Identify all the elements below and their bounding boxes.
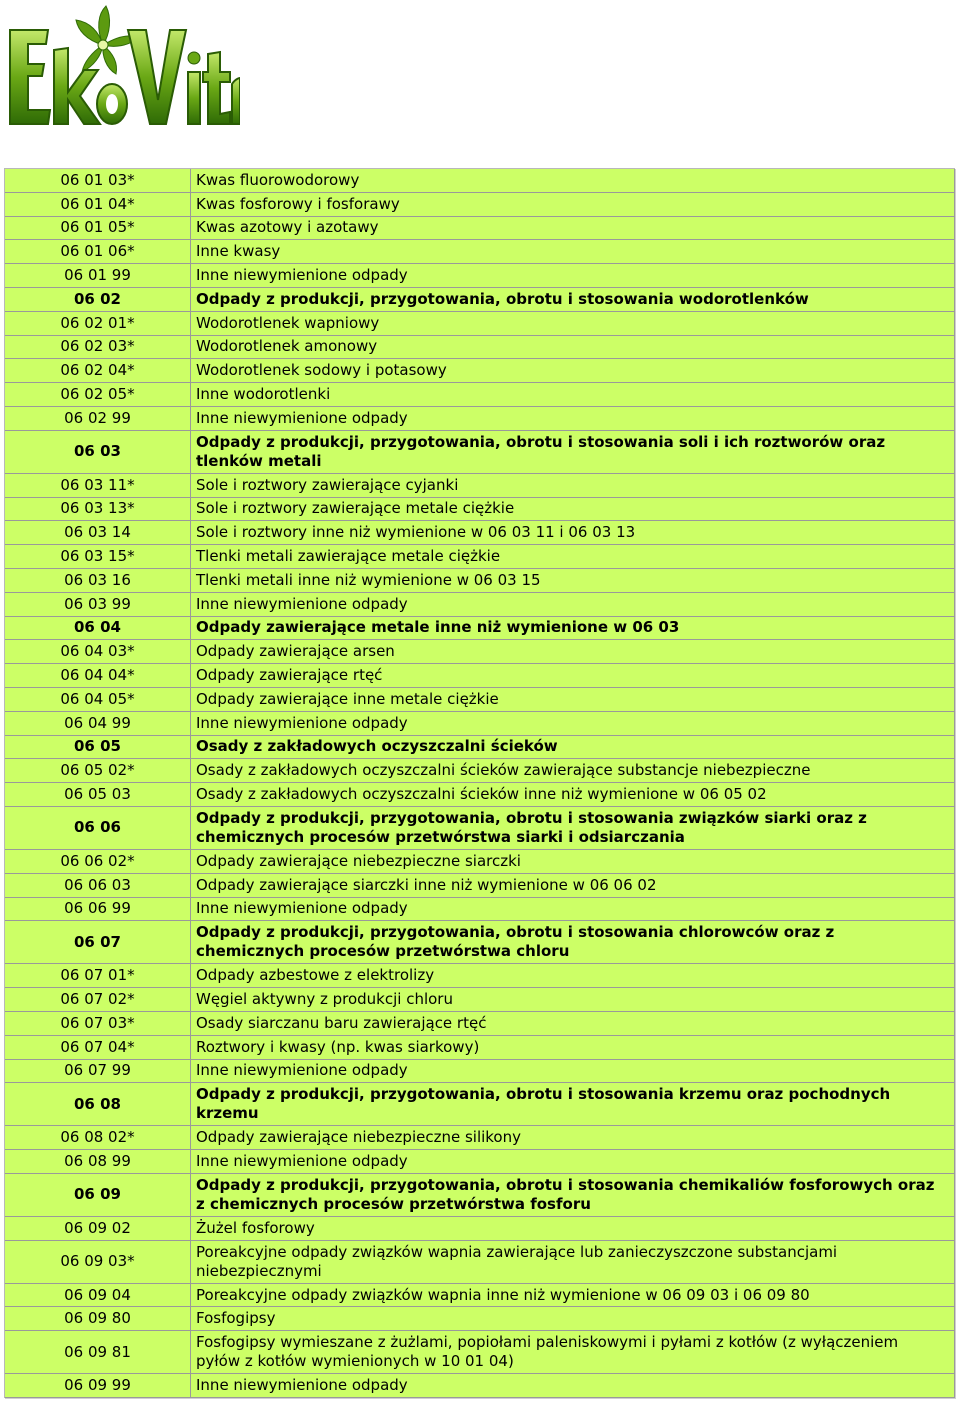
waste-description: Inne niewymienione odpady — [196, 594, 408, 613]
table-row — [5, 988, 955, 1012]
waste-description: Inne kwasy — [196, 242, 281, 261]
waste-code: 06 08 99 — [5, 1150, 191, 1173]
table-row — [5, 783, 955, 807]
waste-description: Inne niewymienione odpady — [196, 1376, 408, 1395]
waste-description: Odpady zawierające rtęć — [196, 666, 383, 685]
waste-description: Sole i roztwory zawierające metale ciężkie — [196, 499, 515, 518]
waste-code: 06 02 — [5, 288, 191, 311]
table-row — [5, 1374, 955, 1398]
waste-code: 06 01 06* — [5, 240, 191, 263]
waste-description: Kwas azotowy i azotawy — [196, 218, 379, 237]
waste-description: Odpady z produkcji, przygotowania, obrotu i stosowania chlorowców oraz z chemicznych procesów przetwórstwa chloru — [196, 923, 835, 961]
waste-code: 06 03 11* — [5, 474, 191, 497]
waste-description: Wodorotlenek amonowy — [196, 337, 378, 356]
waste-code: 06 04 99 — [5, 712, 191, 735]
waste-code: 06 03 14 — [5, 521, 191, 544]
table-row — [5, 688, 955, 712]
waste-description: Wodorotlenek wapniowy — [196, 313, 380, 332]
waste-code: 06 08 — [5, 1083, 191, 1125]
waste-code: 06 09 04 — [5, 1284, 191, 1307]
waste-code: 06 01 05* — [5, 217, 191, 240]
waste-description: Żużel fosforowy — [196, 1218, 315, 1237]
waste-code: 06 07 01* — [5, 964, 191, 987]
waste-code: 06 09 02 — [5, 1217, 191, 1240]
waste-description: Wodorotlenek sodowy i potasowy — [196, 361, 447, 380]
waste-code: 06 04 — [5, 617, 191, 640]
table-row — [5, 1126, 955, 1150]
waste-description: Poreakcyjne odpady związków wapnia zawierające lub zanieczyszczone substancjami niebezpiecznymi — [196, 1242, 838, 1280]
waste-code: 06 02 03* — [5, 336, 191, 359]
waste-description: Inne niewymienione odpady — [196, 1061, 408, 1080]
waste-description: Osady z zakładowych oczyszczalni ścieków inne niż wymienione w 06 05 02 — [196, 785, 767, 804]
table-row — [5, 664, 955, 688]
table-section-row — [5, 288, 955, 312]
waste-code: 06 06 02* — [5, 850, 191, 873]
waste-code: 06 03 13* — [5, 498, 191, 521]
waste-description: Fosfogipsy — [196, 1309, 276, 1328]
table-row — [5, 640, 955, 664]
waste-description: Inne wodorotlenki — [196, 385, 331, 404]
ekovita-logo-graphic — [0, 0, 240, 145]
table-row — [5, 593, 955, 617]
waste-description: Kwas fluorowodorowy — [196, 170, 360, 189]
waste-description: Inne niewymienione odpady — [196, 899, 408, 918]
waste-code: 06 05 02* — [5, 759, 191, 782]
waste-description: Odpady zawierające niebezpieczne silikony — [196, 1128, 521, 1147]
waste-code: 06 04 03* — [5, 640, 191, 663]
waste-code: 06 07 04* — [5, 1036, 191, 1059]
waste-description: Osady z zakładowych oczyszczalni ścieków zawierające substancje niebezpieczne — [196, 761, 811, 780]
waste-description: Odpady zawierające siarczki inne niż wymienione w 06 06 02 — [196, 875, 657, 894]
table-row — [5, 217, 955, 241]
waste-code: 06 03 — [5, 431, 191, 473]
waste-description: Sole i roztwory zawierające cyjanki — [196, 475, 459, 494]
waste-code: 06 01 03* — [5, 169, 191, 192]
waste-code: 06 01 99 — [5, 264, 191, 287]
table-row — [5, 1284, 955, 1308]
ekovita-logo — [0, 0, 240, 145]
table-row — [5, 407, 955, 431]
waste-description: Kwas fosforowy i fosforawy — [196, 194, 400, 213]
table-row — [5, 1217, 955, 1241]
waste-description: Odpady zawierające arsen — [196, 642, 395, 661]
table-row — [5, 1036, 955, 1060]
table-row — [5, 569, 955, 593]
waste-code: 06 02 01* — [5, 312, 191, 335]
waste-code: 06 07 99 — [5, 1060, 191, 1083]
waste-description: Tlenki metali zawierające metale ciężkie — [196, 547, 501, 566]
table-row — [5, 1307, 955, 1331]
waste-description: Węgiel aktywny z produkcji chloru — [196, 990, 453, 1008]
waste-code: 06 09 80 — [5, 1307, 191, 1330]
waste-code: 06 09 99 — [5, 1374, 191, 1397]
waste-description: Odpady z produkcji, przygotowania, obrotu i stosowania związków siarki oraz z chemicznych procesów przetwórstwa siarki i odsiarczania — [196, 808, 867, 846]
waste-description: Poreakcyjne odpady związków wapnia inne niż wymienione w 06 09 03 i 06 09 80 — [196, 1285, 810, 1304]
table-row — [5, 312, 955, 336]
table-row — [5, 898, 955, 922]
waste-description: Osady siarczanu baru zawierające rtęć — [196, 1013, 487, 1032]
waste-description: Tlenki metali inne niż wymienione w 06 03 15 — [196, 570, 541, 589]
table-section-row — [5, 1083, 955, 1126]
table-row — [5, 521, 955, 545]
table-row — [5, 1331, 955, 1374]
table-row — [5, 193, 955, 217]
table-row — [5, 240, 955, 264]
waste-description: Roztwory i kwasy (np. kwas siarkowy) — [196, 1037, 480, 1056]
table-row — [5, 474, 955, 498]
table-row — [5, 759, 955, 783]
waste-description: Sole i roztwory inne niż wymienione w 06 03 11 i 06 03 13 — [196, 523, 636, 542]
table-row — [5, 498, 955, 522]
waste-code: 06 06 99 — [5, 898, 191, 921]
waste-code: 06 03 99 — [5, 593, 191, 616]
waste-description: Osady z zakładowych oczyszczalni ścieków — [196, 737, 558, 756]
table-section-row — [5, 1174, 955, 1217]
table-section-row — [5, 431, 955, 474]
table-row — [5, 964, 955, 988]
waste-code: 06 03 15* — [5, 545, 191, 568]
waste-description: Fosfogipsy wymieszane z żużlami, popiołami paleniskowymi i pyłami z kotłów (z wyłączeniem pyłów z kotłów wymienionych w 10 01 04) — [196, 1333, 899, 1371]
waste-code: 06 07 03* — [5, 1012, 191, 1035]
waste-description: Odpady z produkcji, przygotowania, obrotu i stosowania krzemu oraz pochodnych krzemu — [196, 1085, 891, 1123]
waste-description: Odpady zawierające metale inne niż wymienione w 06 03 — [196, 618, 680, 637]
waste-code: 06 06 03 — [5, 874, 191, 897]
waste-description: Odpady zawierające inne metale ciężkie — [196, 689, 499, 708]
table-row — [5, 264, 955, 288]
waste-description: Inne niewymienione odpady — [196, 266, 408, 285]
waste-code: 06 05 03 — [5, 783, 191, 806]
waste-code: 06 02 99 — [5, 407, 191, 430]
table-section-row — [5, 921, 955, 964]
waste-code: 06 07 — [5, 921, 191, 963]
table-row — [5, 1150, 955, 1174]
waste-description: Inne niewymienione odpady — [196, 713, 408, 732]
waste-description: Inne niewymienione odpady — [196, 408, 408, 427]
table-row — [5, 850, 955, 874]
waste-code: 06 01 04* — [5, 193, 191, 216]
waste-code: 06 02 05* — [5, 383, 191, 406]
waste-code: 06 09 81 — [5, 1331, 191, 1373]
table-row — [5, 874, 955, 898]
waste-code: 06 06 — [5, 807, 191, 849]
waste-code: 06 04 05* — [5, 688, 191, 711]
waste-code: 06 04 04* — [5, 664, 191, 687]
table-row — [5, 169, 955, 193]
table-row — [5, 1241, 955, 1284]
waste-description: Odpady zawierające niebezpieczne siarczki — [196, 851, 521, 870]
table-section-row — [5, 617, 955, 641]
waste-code: 06 07 02* — [5, 988, 191, 1011]
waste-codes-table — [4, 168, 955, 1398]
table-row — [5, 359, 955, 383]
waste-code: 06 09 — [5, 1174, 191, 1216]
table-section-row — [5, 807, 955, 850]
table-row — [5, 336, 955, 360]
waste-description: Odpady z produkcji, przygotowania, obrotu i stosowania chemikaliów fosforowych oraz z chemicznych procesów przetwórstwa fosforu — [196, 1175, 935, 1213]
waste-code: 06 03 16 — [5, 569, 191, 592]
table-row — [5, 545, 955, 569]
waste-description: Odpady z produkcji, przygotowania, obrotu i stosowania soli i ich roztworów oraz tlenków metali — [196, 432, 886, 470]
waste-description: Odpady z produkcji, przygotowania, obrotu i stosowania wodorotlenków — [196, 289, 809, 308]
waste-description: Inne niewymienione odpady — [196, 1151, 408, 1170]
waste-description: Odpady azbestowe z elektrolizy — [196, 966, 435, 985]
table-row — [5, 383, 955, 407]
table-row — [5, 1060, 955, 1084]
table-row — [5, 712, 955, 736]
table-section-row — [5, 736, 955, 760]
waste-code: 06 02 04* — [5, 359, 191, 382]
table-row — [5, 1012, 955, 1036]
waste-code: 06 09 03* — [5, 1241, 191, 1283]
waste-code: 06 08 02* — [5, 1126, 191, 1149]
waste-code: 06 05 — [5, 736, 191, 759]
